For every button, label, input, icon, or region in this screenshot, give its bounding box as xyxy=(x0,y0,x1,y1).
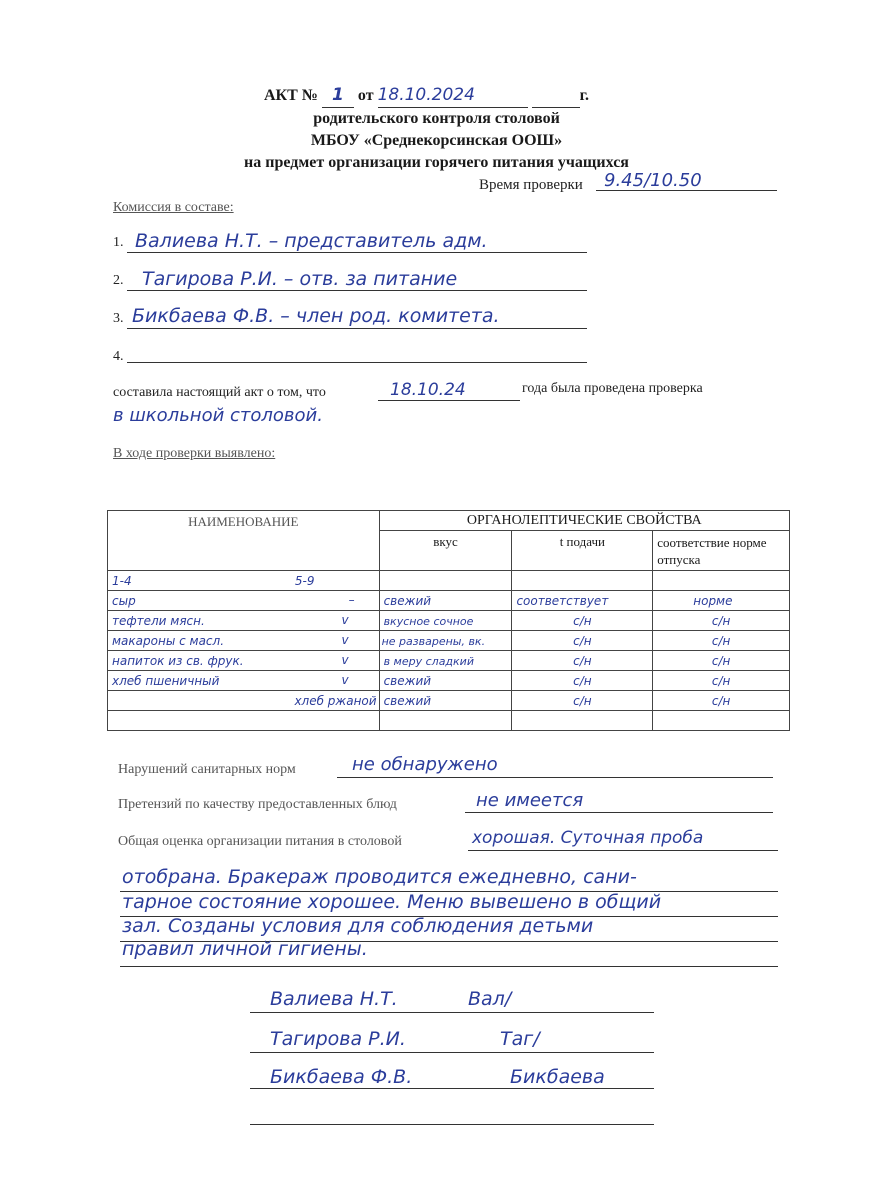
statement-date: 18.10.24 xyxy=(390,380,466,400)
row-name: макароны с масл. xyxy=(112,633,225,648)
commission-label: Комиссия в составе: xyxy=(113,200,234,215)
row-name: сыр xyxy=(112,593,136,608)
row-temp: с/н xyxy=(573,613,592,628)
signature-1-name: Валиева Н.Т. xyxy=(270,988,398,1010)
assessment-line-1: хорошая. Суточная проба xyxy=(472,828,704,848)
row-temp: с/н xyxy=(573,633,592,648)
title-line-2: родительского контроля столовой xyxy=(313,110,560,127)
statement-prefix: составила настоящий акт о том, что xyxy=(113,385,326,400)
col-temp-header: t подачи xyxy=(512,531,653,571)
signature-1-mark: Вал/ xyxy=(468,988,512,1010)
col-props-header: ОРГАНОЛЕПТИЧЕСКИЕ СВОЙСТВА xyxy=(379,511,789,531)
row-norm: норме xyxy=(693,593,733,608)
row-name: тефтели мясн. xyxy=(112,613,205,628)
table-row xyxy=(108,591,790,611)
act-title-line xyxy=(264,84,589,108)
row-taste: не разварены, вк. xyxy=(381,634,486,648)
member-3-text: Бикбаева Ф.В. – член род. комитета. xyxy=(132,305,500,327)
row-norm: с/н xyxy=(711,673,731,688)
row-taste: в меру сладкий xyxy=(383,654,474,668)
violations-label: Нарушений санитарных норм xyxy=(118,762,296,777)
year-suffix: г. xyxy=(579,87,590,104)
time-value: 9.45/10.50 xyxy=(604,170,702,191)
table-row xyxy=(108,651,790,671)
col-norm-header: соответствие норме отпуска xyxy=(653,531,790,571)
organoleptic-table xyxy=(107,510,790,731)
assessment-line-4: зал. Созданы условия для соблюдения детьми xyxy=(122,915,594,937)
row-temp: соответствует xyxy=(516,593,609,608)
act-prefix: АКТ № xyxy=(264,87,318,104)
row-mark: v xyxy=(341,652,349,667)
row-norm: с/н xyxy=(711,693,731,708)
title-line-3: МБОУ «Среднекорсинская ООШ» xyxy=(310,132,563,149)
row-temp: с/н xyxy=(573,693,592,708)
row-mark: – xyxy=(348,592,355,607)
row-name: хлеб пшеничный xyxy=(112,673,220,688)
signature-3-name: Бикбаева Ф.В. xyxy=(270,1066,413,1088)
member-4-num: 4. xyxy=(113,349,124,364)
title-line-4: на предмет организации горячего питания учащихся xyxy=(244,154,629,171)
claims-value: не имеется xyxy=(476,790,584,811)
statement-suffix: года была проведена проверка xyxy=(522,381,703,396)
claims-label: Претензий по качеству предоставленных блюд xyxy=(118,797,397,812)
table-row xyxy=(108,711,790,731)
row-mark: v xyxy=(341,612,349,627)
row-norm: с/н xyxy=(711,613,731,628)
signature-3-mark: Бикбаева xyxy=(510,1066,605,1088)
row-norm: с/н xyxy=(711,633,731,648)
row-temp: с/н xyxy=(573,673,592,688)
assessment-line-5: правил личной гигиены. xyxy=(122,938,368,960)
act-number: 1 xyxy=(331,85,344,105)
member-1-num: 1. xyxy=(113,235,124,250)
row-name: напиток из св. фрук. xyxy=(112,653,244,668)
row-taste: свежий xyxy=(383,693,432,708)
member-1-text: Валиева Н.Т. – представитель адм. xyxy=(135,230,488,252)
col-taste-header: вкус xyxy=(379,531,512,571)
table-row xyxy=(108,611,790,631)
row-taste: вкусное сочное xyxy=(383,614,474,628)
member-2-num: 2. xyxy=(113,273,124,288)
table-row xyxy=(108,671,790,691)
findings-label: В ходе проверки выявлено: xyxy=(113,446,276,461)
statement-place: в школьной столовой. xyxy=(113,405,323,426)
assessment-line-2: отобрана. Бракераж проводится ежедневно, сани- xyxy=(122,866,637,888)
act-date: 18.10.2024 xyxy=(377,85,475,105)
from-label: от xyxy=(357,87,374,104)
row-mark: v xyxy=(341,632,349,647)
violations-value: не обнаружено xyxy=(352,754,498,775)
signature-2-mark: Таг/ xyxy=(500,1028,540,1050)
table-row xyxy=(108,631,790,651)
assessment-label: Общая оценка организации питания в столовой xyxy=(118,834,402,849)
grade-b: 5-9 xyxy=(294,573,315,588)
row-temp: с/н xyxy=(573,653,592,668)
row-norm: с/н xyxy=(711,653,731,668)
table-row xyxy=(108,691,790,711)
time-label: Время проверки xyxy=(479,177,583,193)
grade-a: 1-4 xyxy=(112,573,132,588)
grade-cell xyxy=(108,571,380,591)
member-2-text: Тагирова Р.И. – отв. за питание xyxy=(142,268,458,290)
grade-row xyxy=(108,571,790,591)
member-3-num: 3. xyxy=(113,311,124,326)
assessment-line-3: тарное состояние хорошее. Меню вывешено в общий xyxy=(122,891,662,913)
row-taste: свежий xyxy=(383,673,432,688)
signature-2-name: Тагирова Р.И. xyxy=(270,1028,406,1050)
row-name: хлеб ржаной xyxy=(294,693,377,708)
row-mark: v xyxy=(341,672,349,687)
col-name-header: НАИМЕНОВАНИЕ xyxy=(108,511,380,571)
row-taste: свежий xyxy=(383,593,432,608)
